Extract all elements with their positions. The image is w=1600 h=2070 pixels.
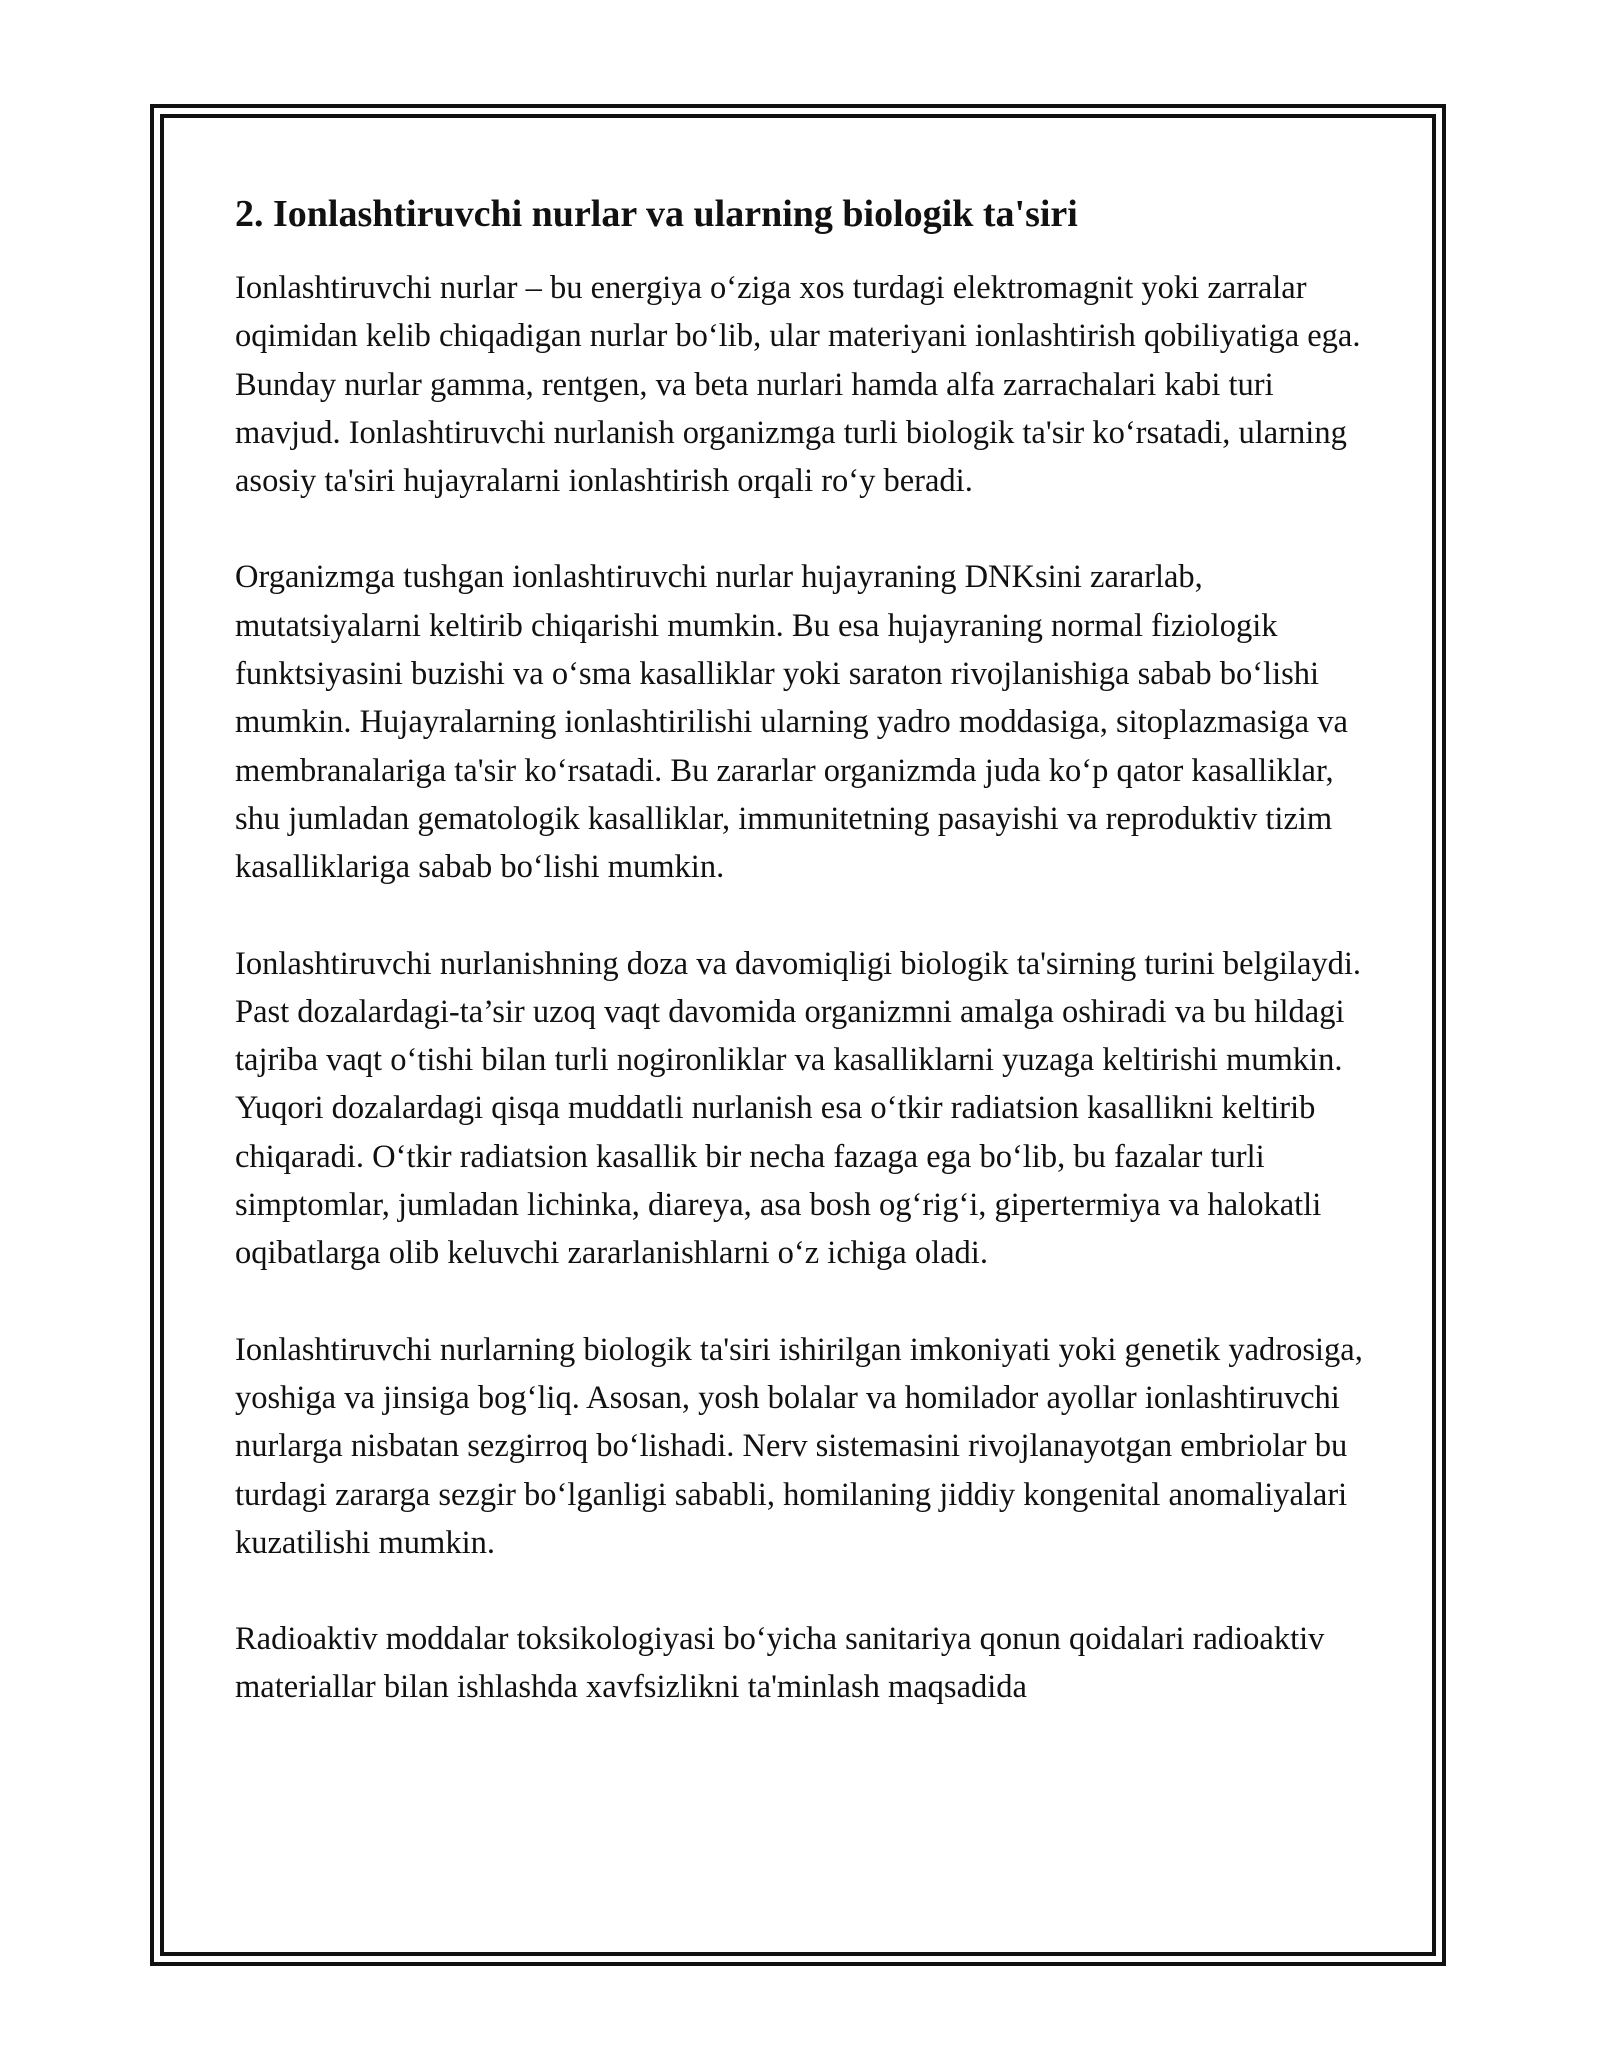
paragraph-3: Ionlashtiruvchi nurlanishning doza va davomiqligi biologik ta'sirning turini belgilaydi. Past dozalardagi-ta’sir uzoq vaqt davomida organizmni amalga oshiradi va bu hildagi tajriba vaqt o‘tishi bilan turli nogironliklar va kasalliklarni yuzaga keltirishi mumkin. Yuqori dozalardagi qisqa muddatli nurlanish esa o‘tkir radiatsion kasallikni keltirib chiqaradi. O‘tkir radiatsion kasallik bir necha fazaga ega bo‘lib, bu fazalar turli simptomlar, jumladan lichinka, diareya, asa bosh og‘rig‘i, gipertermiya va halokatli oqibatlarga olib keluvchi zararlanishlarni o‘z ichiga oladi. (235, 945, 1362, 1272)
section-heading: 2. Ionlashtiruvchi nurlar va ularning biologik ta'siri (235, 193, 1078, 235)
paragraph-1: Ionlashtiruvchi nurlar – bu energiya o‘ziga xos turdagi elektromagnit yoki zarralar oqimidan kelib chiqadigan nurlar bo‘lib, ular materiyani ionlashtirish qobiliyatiga ega. Bunday nurlar gamma, rentgen, va beta nurlari hamda alfa zarrachalari kabi turi mavjud. Ionlashtiruvchi nurlanish organizmga turli biologik ta'sir ko‘rsatadi, ularning asosiy ta'siri hujayralarni ionlashtirish orqali ro‘y beradi. (235, 270, 1361, 500)
paragraph-2: Organizmga tushgan ionlashtiruvchi nurlar hujayraning DNKsini zararlab, mutatsiyalarni keltirib chiqarishi mumkin. Bu esa hujayraning normal fiziologik funktsiyasini buzishi va o‘sma kasalliklar yoki saraton rivojlanishiga sabab bo‘lishi mumkin. Hujayralarning ionlashtirilishi ularning yadro moddasiga, sitoplazmasiga va membranalariga ta'sir ko‘rsatadi. Bu zararlar organizmda juda ko‘p qator kasalliklar, shu jumladan gematologik kasalliklar, immunitetning pasayishi va reproduktiv tizim kasalliklariga sabab bo‘lishi mumkin. (235, 559, 1348, 886)
paragraph-5: Radioaktiv moddalar toksikologiyasi bo‘yicha sanitariya qonun qoidalari radioaktiv materiallar bilan ishlashda xavfsizlikni ta'minlash maqsadida (235, 1621, 1325, 1706)
document-body (235, 186, 1370, 1760)
paragraph-4: Ionlashtiruvchi nurlarning biologik ta'siri ishirilgan imkoniyati yoki genetik yadrosiga, yoshiga va jinsiga bog‘liq. Asosan, yosh bolalar va homilador ayollar ionlashtiruvchi nurlarga nisbatan sezgirroq bo‘lishadi. Nerv sistemasini rivojlanayotgan embriolar bu turdagi zararga sezgir bo‘lganligi sababli, homilaning jiddiy kongenital anomaliyalari kuzatilishi mumkin. (235, 1331, 1363, 1561)
